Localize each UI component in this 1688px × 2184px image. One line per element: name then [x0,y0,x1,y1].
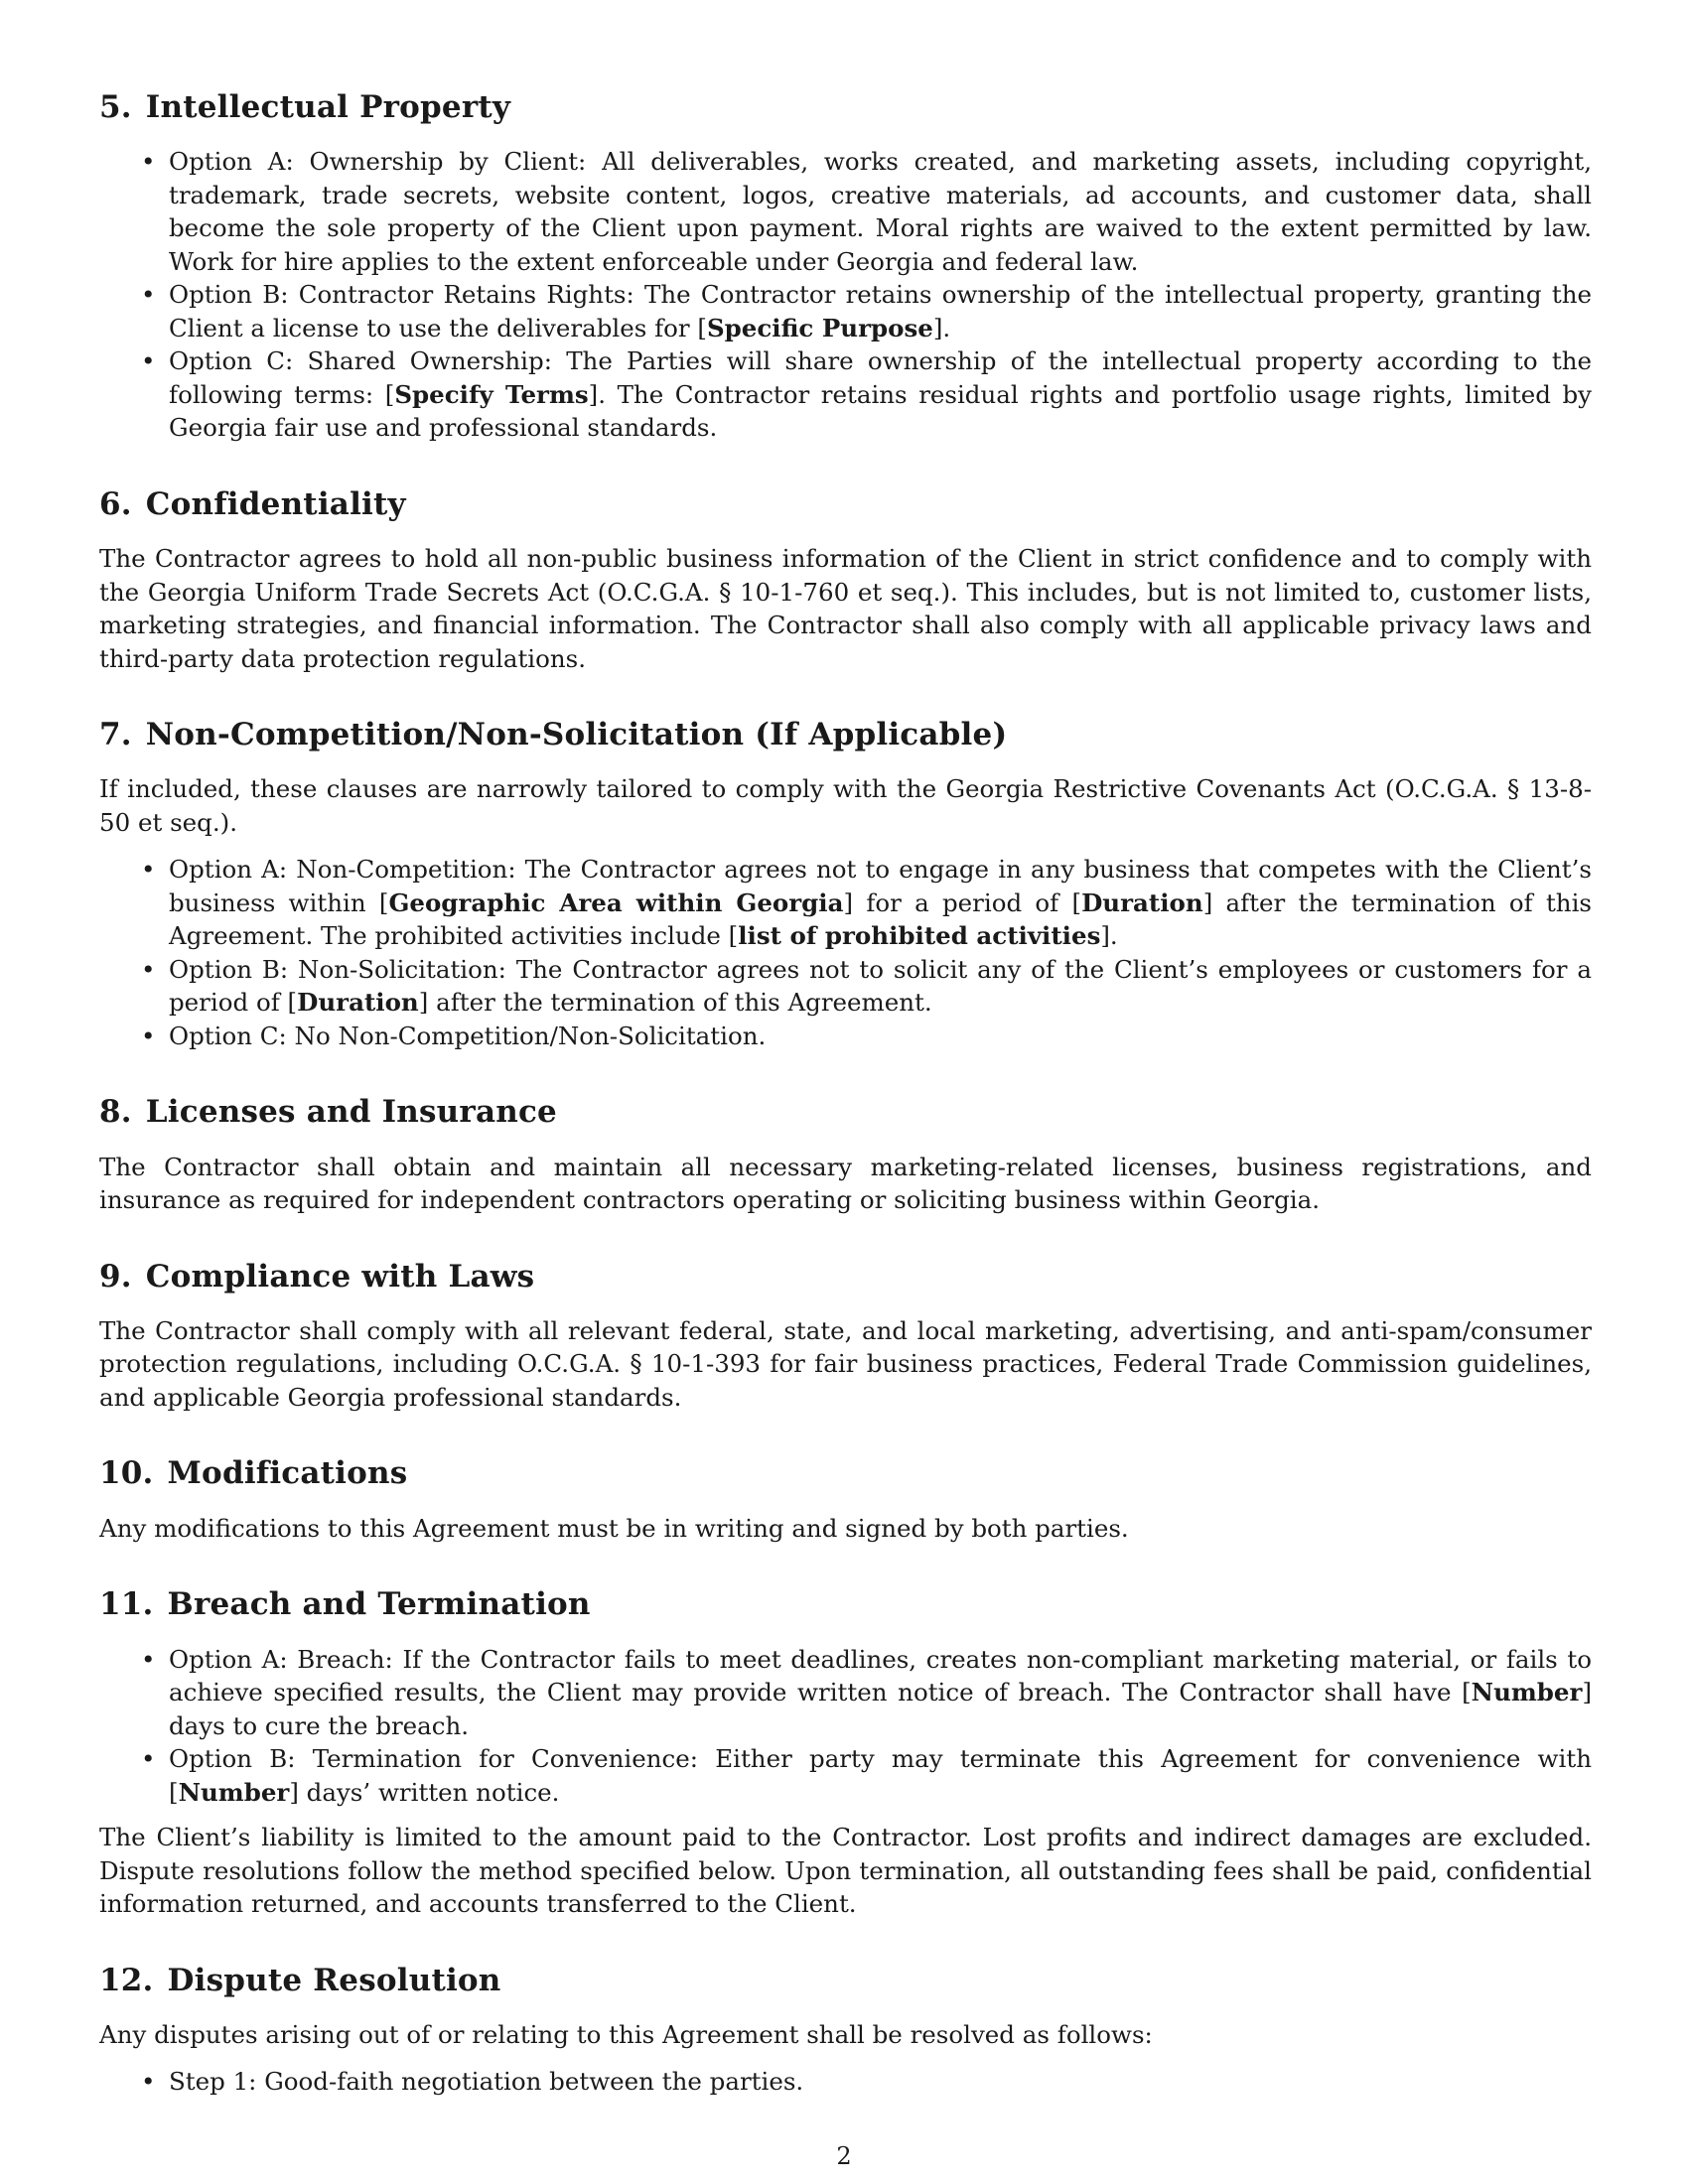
paragraph: Any modifications to this Agreement must be in writing and signed by both parties. [99,1513,1129,1543]
list-item: • Option A: Ownership by Client: All deliverables, works created, and marketing assets, including copyright, trademark, trade secrets, website content, logos, creative materials, ad accounts, and customer data, shall become the sole property of the Client upon payment. Moral rights are waived to the extent permitted by law. Work for hire applies to the extent enforceable under Georgia and federal law. [99,145,1592,278]
list-item: • Step 1: Good-faith negotiation between the parties. [99,2065,1592,2099]
option-list [99,2065,1592,2099]
option-list [99,1643,1592,1810]
section-heading: 11. Breach and Termination [99,1586,591,1623]
paragraph: The Contractor shall obtain and maintain all necessary marketing-related licenses, business registrations, and insurance as required for independent contractors operating or soliciting business within Georgia. [99,1152,1592,1215]
page-number: 2 [836,2142,852,2170]
section-modifications [99,1453,1592,1545]
document-page [99,87,1592,2138]
section-compliance [99,1257,1592,1415]
paragraph: Any disputes arising out of or relating to this Agreement shall be resolved as follows: [99,2019,1153,2049]
list-item: • Option A: Non-Competition: The Contractor agrees not to engage in any business that competes with the Client’s business within [Geographic Area within Georgia] for a period of [Duration] after the termination of this Agreement. The prohibited activities include [list of prohibited activities]. [99,853,1592,953]
list-item: • Option B: Contractor Retains Rights: The Contractor retains ownership of the intellectual property, granting the Client a license to use the deliverables for [Specific Purpose]. [99,278,1592,344]
section-heading: 12. Dispute Resolution [99,1962,501,1998]
section-dispute-resolution [99,1961,1592,2099]
section-licenses-insurance [99,1092,1592,1216]
option-list [99,853,1592,1052]
paragraph: The Contractor shall comply with all relevant federal, state, and local marketing, advertising, and anti-spam/consumer protection regulations, including O.C.G.A. § 10-1-393 for fair business practices, Federal Trade Commission guidelines, and applicable Georgia professional standards. [99,1315,1592,1412]
paragraph: If included, these clauses are narrowly tailored to comply with the Georgia Restrictive Covenants Act (O.C.G.A. § 13-8-50 et seq.). [99,774,1592,837]
paragraph: The Contractor agrees to hold all non-public business information of the Client in strict confidence and to comply with the Georgia Uniform Trade Secrets Act (O.C.G.A. § 10-1-760 et seq.). This includes, but is not limited to, customer lists, marketing strategies, and financial information. The Contractor shall also comply with all applicable privacy laws and third-party data protection regulations. [99,544,1592,673]
section-heading: 8. Licenses and Insurance [99,1094,557,1131]
list-item: • Option A: Breach: If the Contractor fails to meet deadlines, creates non-compliant marketing material, or fails to achieve specified results, the Client may provide written notice of breach. The Contractor shall have [Number] days to cure the breach. [99,1643,1592,1743]
paragraph: The Client’s liability is limited to the amount paid to the Contractor. Lost profits and indirect damages are excluded. Dispute resolutions follow the method specified below. Upon termination, all outstanding fees shall be paid, confidential information returned, and accounts transferred to the Client. [99,1823,1592,1919]
section-heading: 7. Non-Competition/Non-Solicitation (If Applicable) [99,717,1008,753]
list-item: • Option C: Shared Ownership: The Parties will share ownership of the intellectual property according to the following terms: [Specify Terms]. The Contractor retains residual rights and portfolio usage rights, limited by Georgia fair use and professional standards. [99,344,1592,445]
section-confidentiality [99,484,1592,675]
list-item: • Option C: No Non-Competition/Non-Solicitation. [99,1020,1592,1053]
option-list [99,145,1592,445]
list-item: • Option B: Non-Solicitation: The Contractor agrees not to solicit any of the Client’s employees or customers for a period of [Duration] after the termination of this Agreement. [99,953,1592,1020]
list-item: • Option B: Termination for Convenience: Either party may terminate this Agreement for convenience with [Number] days’ written notice. [99,1742,1592,1809]
section-intellectual-property [99,87,1592,445]
section-breach-termination [99,1584,1592,1920]
section-heading: 5. Intellectual Property [99,89,511,125]
section-heading: 10. Modifications [99,1455,408,1492]
section-heading: 9. Compliance with Laws [99,1258,535,1295]
section-heading: 6. Confidentiality [99,485,406,522]
section-non-competition [99,715,1592,1052]
